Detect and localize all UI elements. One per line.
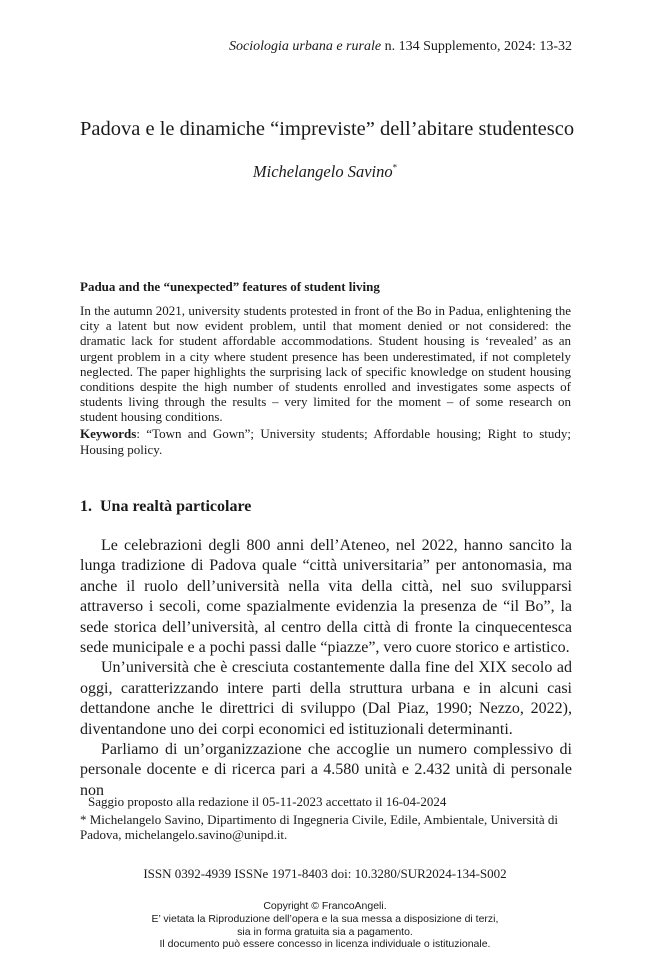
body-text: [80, 536, 572, 801]
abstract-title: Padua and the “unexpected” features of student living: [80, 279, 380, 294]
journal-name: Sociologia urbana e rurale: [229, 39, 382, 54]
affiliation-note: * Michelangelo Savino, Dipartimento di Ingegneria Civile, Edile, Ambientale, Università di Padova, michelangelo.savino@unipd.it.: [80, 811, 558, 842]
copyright-line: Copyright © FrancoAngeli.: [263, 900, 387, 912]
copyright-line: E’ vietata la Riproduzione dell’opera e la sua messa a disposizione di terzi,: [151, 912, 499, 925]
author-footnote-mark: *: [392, 162, 398, 173]
section-title: Una realtà particolare: [100, 498, 252, 515]
footnotes: [80, 794, 572, 845]
paragraph: Un’università che è cresciuta costantemente dalla fine del XIX secolo ad oggi, caratterizzando intere parti della struttura urbana e in alcuni casi dettandone anche le direttrici di sviluppo (Dal Piaz, 1990; Nezzo, 2022), diventandone uno dei corpi economici ed istituzionali determinanti.: [80, 659, 572, 738]
keywords-label: Keywords: [80, 426, 137, 441]
section-number: 1.: [80, 498, 92, 515]
copyright-line: Il documento può essere concesso in licenza individuale o istituzionale.: [159, 938, 491, 951]
issue-info: n. 134 Supplemento, 2024: 13-32: [381, 39, 572, 54]
paragraph: Parliamo di un’organizzazione che accoglie un numero complessivo di personale docente e di ricerca pari a 4.580 unità e 2.432 unità di personale non: [80, 741, 572, 799]
author-line: [0, 162, 650, 182]
keywords: [80, 426, 571, 458]
copyright-notice: [0, 900, 650, 951]
keywords-list: : “Town and Gown”; University students; Affordable housing; Right to study; Housing policy.: [80, 426, 571, 457]
copyright-line: sia in forma gratuita sia a pagamento.: [237, 925, 413, 938]
running-head: [229, 39, 572, 55]
article-title: Padova e le dinamiche “impreviste” dell’abitare studentesco: [80, 118, 575, 140]
abstract-text: In the autumn 2021, university students protested in front of the Bo in Padua, enlightening the city a latent but now evident problem, until that moment denied or not considered: the dramatic lack for student affordable accommodations. Student housing is ‘revealed’ as an urgent problem in a city where student presence has been underestimated, if not completely neglected. The paper highlights the surprising lack of specific knowledge on student housing conditions despite the high number of students enrolled and investigates some aspects of students living through the results – very limited for the moment – of some research on student housing conditions.: [80, 303, 571, 425]
section-heading: [80, 498, 251, 516]
submission-note: Saggio proposto alla redazione il 05-11-2023 accettato il 16-04-2024: [88, 794, 447, 809]
paragraph: Le celebrazioni degli 800 anni dell’Ateneo, nel 2022, hanno sancito la lunga tradizione di Padova quale “città universitaria” per antonomasia, ma anche il ruolo dell’università nella vita della città, nel suo svilupparsi attraverso i secoli, come spazialmente evidenzia la presenza de “il Bo”, la sede storica dell’università, al centro della città di fronte la cinquecentesca sede municipale e a pochi passi dalle “piazze”, vero cuore storico e artistico.: [80, 537, 572, 657]
issn-doi: ISSN 0392-4939 ISSNe 1971-8403 doi: 10.3280/SUR2024-134-S002: [143, 866, 507, 881]
author-name: Michelangelo Savino: [252, 162, 393, 181]
